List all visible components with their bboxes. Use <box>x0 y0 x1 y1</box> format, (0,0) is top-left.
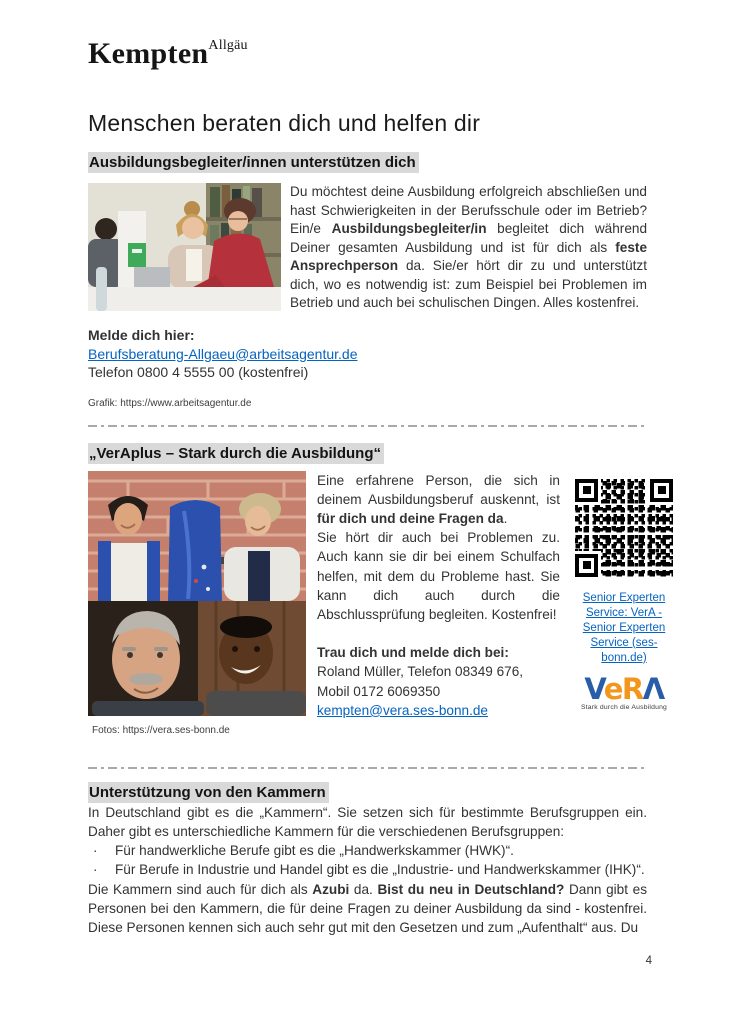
kempten-logo <box>88 37 647 71</box>
s1-text: da. Sie/er hört dir zu und unterstützt dich, wo es notwendig ist: zum Beispiel bei Problemen im Betrieb und auch bei schulischen Dingen. Alles kostenfrei. <box>290 258 647 310</box>
ses-bonn-link[interactable]: Senior Experten Service: VerA - Senior Experten Service (ses-bonn.de) <box>582 591 666 664</box>
graphic-credit: Grafik: https://www.arbeitsagentur.de <box>88 397 252 409</box>
section3 <box>88 782 647 938</box>
s1-text: Du möchtest deine Ausbildung erfolgreich abschließen und hast Schwierigkeiten in der Berufsschule oder im Betrieb? Ein/e <box>290 184 647 236</box>
vera-letter-a: Λ <box>642 671 664 706</box>
qr-finder-top-left <box>575 479 598 502</box>
s3-bold-neu: Bist du neu in Deutschland? <box>377 881 565 897</box>
section1-body <box>88 183 647 316</box>
s2-text: . <box>503 510 508 526</box>
section3-heading: Unterstützung von den Kammern <box>88 782 329 803</box>
vera-logo <box>568 671 680 712</box>
section1-contact <box>88 326 647 382</box>
qr-code <box>572 476 676 580</box>
kempten-logo-text: Kempten <box>88 37 209 70</box>
dash-dot-divider <box>88 425 647 427</box>
page-title: Menschen beraten dich und helfen dir <box>88 110 481 136</box>
email-link-arbeitsagentur[interactable]: Berufsberatung-Allgaeu@arbeitsagentur.de <box>88 345 358 362</box>
vera-photos <box>88 471 306 736</box>
s1-bold-ansprechperson: feste Ansprechperson <box>290 239 647 273</box>
qr-finder-top-right <box>650 479 673 502</box>
vera-letter-r: R <box>621 671 643 706</box>
s1-text: begleitet dich während Deiner gesamten Ausbildung und ist für dich als <box>290 221 648 255</box>
kempten-logo-sup: Allgäu <box>208 38 248 53</box>
vera-letter-e: e <box>603 671 622 706</box>
dash-dot-divider <box>88 767 647 769</box>
qr-finder-bottom-left <box>575 554 598 577</box>
s2-text: Eine erfahrene Person, die sich in deinem Ausbildungsberuf auskennt, ist <box>317 472 560 507</box>
section1-paragraph <box>290 183 647 316</box>
s3-paragraph-1: In Deutschland gibt es die „Kammern“. Sie setzen sich für bestimmte Berufsgruppen ein. Daher gibt es unterschiedliche Kammern für die verschiedenen Berufsgruppen: <box>88 804 647 839</box>
list-item-hwk: · Für handwerkliche Berufe gibt es die „Handwerkskammer (HWK)“. <box>88 841 647 860</box>
phone-line: Telefon 0800 4 5555 00 (kostenfrei) <box>88 364 309 380</box>
section2-heading: „VerAplus – Stark durch die Ausbildung“ <box>88 443 384 464</box>
vera-photo-bottom-illustration <box>88 601 306 716</box>
photo-ausbildungsbegleitung <box>88 183 281 316</box>
s1-bold-ausbildungsbegleiter: Ausbildungsbegleiter/in <box>331 221 487 236</box>
kammern-list <box>88 841 647 880</box>
vera-letter-v: V <box>584 671 604 706</box>
contact2-line2: Mobil 0172 6069350 <box>317 683 441 699</box>
list-item-ihk: · Für Berufe in Industrie und Handel gibt es die „Industrie- und Handwerkskammer (IHK)“. <box>88 860 647 879</box>
section2-contact <box>317 643 560 720</box>
library-photo-illustration <box>88 183 281 311</box>
s3-bold-azubi: Azubi <box>312 881 350 897</box>
section1-heading: Ausbildungsbegleiter/innen unterstützen dich <box>88 152 419 173</box>
vera-sidebar <box>568 471 680 736</box>
contact-heading: Melde dich hier: <box>88 327 195 343</box>
contact2-line1: Roland Müller, Telefon 08349 676, <box>317 664 524 680</box>
vera-photo-top-illustration <box>88 471 306 601</box>
s3-paragraph-2 <box>88 880 647 938</box>
s2-bold-fragen: für dich und deine Fragen da <box>317 510 504 526</box>
email-link-vera[interactable]: kempten@vera.ses-bonn.de <box>317 702 488 718</box>
photo-credit: Fotos: https://vera.ses-bonn.de <box>92 724 230 736</box>
s3-text: Dann gibt es Personen bei den Kammern, die für deine Fragen zu deiner Ausbildung da sind - kostenfrei. Diese Personen kennen sich auch sehr gut mit den Gesetzen und zum „Aufenthalt“ aus. Du <box>88 881 648 936</box>
s2-paragraph-1 <box>317 471 560 529</box>
section2-body <box>88 471 680 736</box>
s2-paragraph-2: Sie hört dir auch bei Problemen zu. Auch kann sie dir bei einem Schulfach helfen, mit dem du Probleme hast. Sie kann dich auch durch die Abschlussprüfung begleiten. Kostenfrei! <box>317 530 560 622</box>
contact2-heading: Trau dich und melde dich bei: <box>317 645 509 661</box>
page-number: 4 <box>645 955 652 967</box>
s3-text: Die Kammern sind auch für dich als <box>88 881 313 897</box>
section2-paragraphs <box>317 471 560 736</box>
s3-text: da. <box>349 881 378 897</box>
vera-tagline: Stark durch die Ausbildung <box>580 703 668 711</box>
